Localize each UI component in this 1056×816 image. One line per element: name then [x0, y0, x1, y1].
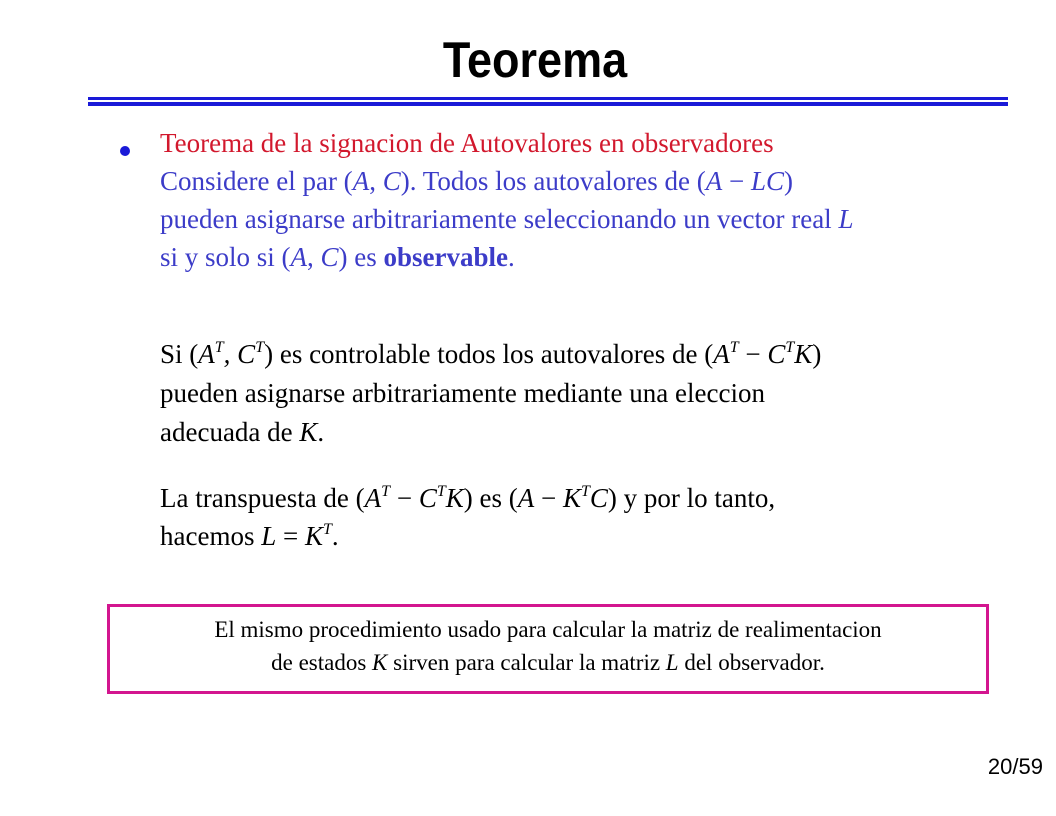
- slide-title: Teorema: [442, 32, 628, 88]
- si-line-1: Si ($A^T$, $C^T$) es controlable todos los autovalores de $(A^T - C^TK)$: [160, 339, 822, 369]
- box-line-2: de estados K sirven para calcular la matriz L del observador.: [271, 650, 825, 675]
- theorem-statement: [160, 124, 853, 276]
- transp-line-2: hacemos $L = K^T$.: [160, 521, 339, 551]
- page-number: 20/59: [987, 754, 1043, 779]
- highlight-box: [107, 604, 989, 694]
- transpose-paragraph: [160, 479, 775, 555]
- theorem-heading: Teorema de la signacion de Autovalores en observadores: [160, 128, 774, 158]
- theorem-line-1: Considere el par (A, C). Todos los autovalores de (A − LC): [160, 166, 794, 196]
- observable-keyword: observable: [383, 242, 509, 272]
- controllability-paragraph: [160, 335, 821, 452]
- theorem-line-2: pueden asignarse arbitrariamente seleccionando un vector real L: [160, 204, 854, 234]
- si-line-2: pueden asignarse arbitrariamente mediante una eleccion: [160, 378, 765, 408]
- title-rule-thick: [88, 102, 1008, 106]
- transp-line-1: La transpuesta de $(A^T - C^TK)$ es $(A - K^TC)$ y por lo tanto,: [160, 483, 776, 513]
- theorem-line-3: si y solo si (A, C) es observable.: [160, 242, 515, 272]
- si-line-3: adecuada de K.: [160, 417, 325, 447]
- bullet-icon: [120, 146, 130, 156]
- title-rule-thin: [88, 97, 1008, 100]
- box-line-1: El mismo procedimiento usado para calcular la matriz de realimentacion: [214, 617, 882, 642]
